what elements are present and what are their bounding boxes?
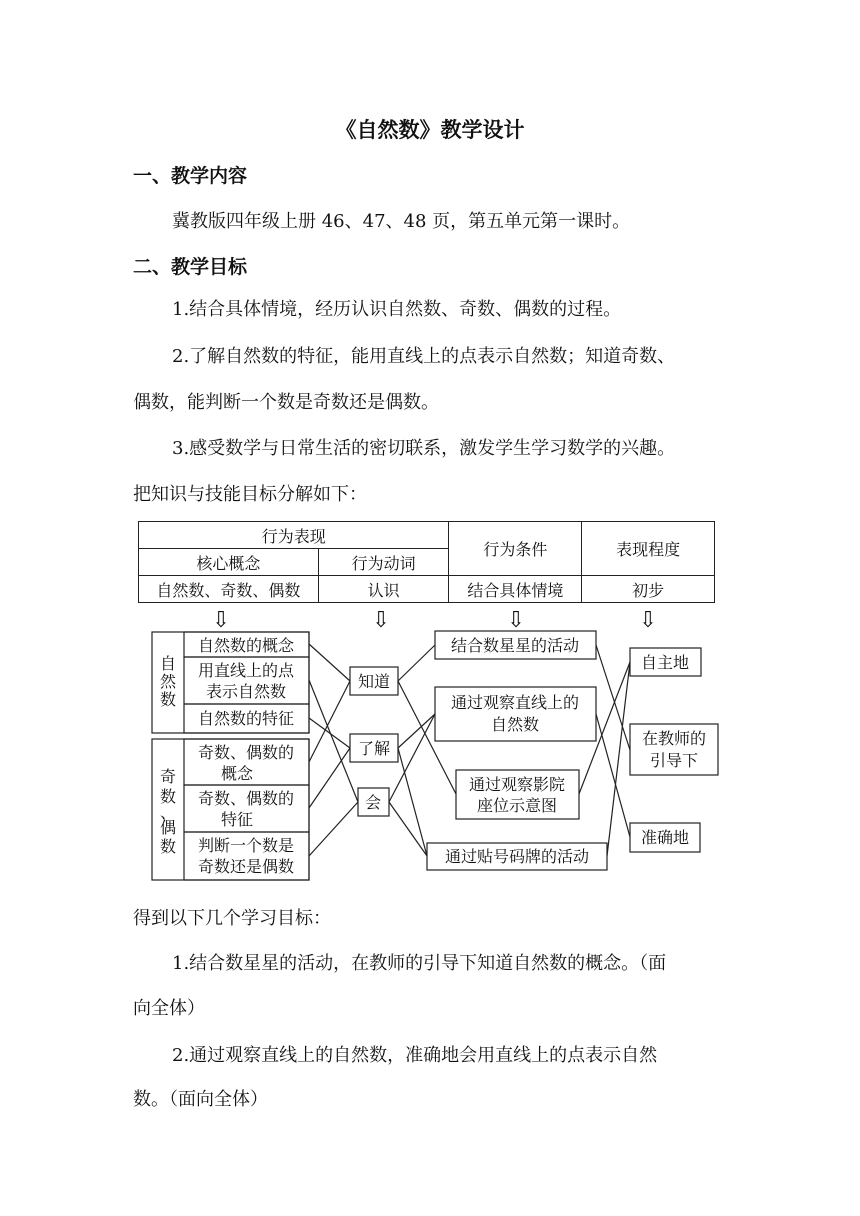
- table-cell: 结合具体情境: [449, 576, 582, 603]
- results-intro: 得到以下几个学习目标：: [133, 908, 331, 929]
- down-arrow-icon: ⇩: [371, 608, 391, 633]
- goal-1: 1.结合具体情境，经历认识自然数、奇数、偶数的过程。: [172, 299, 622, 320]
- group-label-odd-even: 偶: [159, 818, 177, 837]
- behavior-verb-header: 行为动词: [318, 549, 449, 576]
- result-2-line2: 数。（面向全体）: [133, 1089, 268, 1110]
- verb-can: 会: [364, 793, 382, 812]
- section-heading-goals: 二、教学目标: [133, 256, 248, 278]
- section-heading-content: 一、教学内容: [133, 165, 248, 187]
- down-arrow-icon: ⇩: [211, 608, 231, 633]
- degree-accurately: 准确地: [640, 828, 690, 847]
- concept-point-on-line: 用直线上的点: [197, 661, 295, 680]
- goal-2-line1: 2.了解自然数的特征，能用直线上的点表示自然数；知道奇数、: [172, 346, 676, 367]
- condition-count-stars: 结合数星星的活动: [450, 636, 580, 655]
- concept-odd-even-feature: 特征: [220, 810, 254, 829]
- goal-2-line2: 偶数，能判断一个数是奇数还是偶数。: [133, 392, 439, 413]
- table-cell: 认识: [318, 576, 449, 603]
- page-title: 《自然数》教学设计: [335, 118, 525, 142]
- verb-understand: 了解: [357, 739, 391, 758]
- table-cell: 初步: [582, 576, 715, 603]
- result-2-line1: 2.通过观察直线上的自然数，准确地会用直线上的点表示自然: [172, 1045, 658, 1066]
- concept-judge-odd-even: 奇数还是偶数: [197, 857, 295, 876]
- group-label-natural: 自: [159, 654, 177, 673]
- group-label-natural: 然: [159, 672, 177, 691]
- degree-teacher-guided: 引导下: [649, 751, 699, 770]
- core-concept-header: 核心概念: [139, 549, 319, 576]
- group-label-odd-even: 、: [159, 803, 177, 822]
- concept-natural-number-concept: 自然数的概念: [197, 636, 295, 655]
- condition-header: 行为条件: [449, 522, 582, 576]
- concept-point-on-line: 表示自然数: [205, 682, 287, 701]
- group-label-odd-even: 数: [159, 787, 177, 806]
- degree-independently: 自主地: [640, 653, 690, 672]
- concept-odd-even-concept: 奇数、偶数的: [197, 743, 295, 762]
- verb-know: 知道: [357, 672, 391, 691]
- condition-observe-line: 自然数: [490, 715, 540, 734]
- result-1-line1: 1.结合数星星的活动，在教师的引导下知道自然数的概念。（面: [172, 953, 667, 974]
- group-label-odd-even: 数: [159, 837, 177, 856]
- condition-cinema-seats: 座位示意图: [476, 796, 558, 815]
- concept-natural-number-feature: 自然数的特征: [197, 709, 295, 728]
- group-label-natural: 数: [159, 690, 177, 709]
- content-text: 冀教版四年级上册 46、47、48 页，第五单元第一课时。: [172, 211, 631, 232]
- behavior-header: 行为表现: [139, 522, 449, 549]
- degree-teacher-guided: 在教师的: [641, 729, 707, 748]
- group-label-odd-even: 奇: [159, 767, 177, 786]
- degree-header: 表现程度: [582, 522, 715, 576]
- condition-cinema-seats: 通过观察影院: [468, 775, 566, 794]
- concept-judge-odd-even: 判断一个数是: [197, 836, 295, 855]
- concept-odd-even-concept: 概念: [220, 764, 254, 783]
- condition-number-tags: 通过贴号码牌的活动: [444, 847, 590, 866]
- goal-3: 3.感受数学与日常生活的密切联系，激发学生学习数学的兴趣。: [172, 438, 676, 459]
- decompose-intro: 把知识与技能目标分解如下：: [133, 484, 367, 505]
- result-1-line2: 向全体）: [133, 998, 205, 1019]
- down-arrow-icon: ⇩: [506, 608, 526, 633]
- concept-odd-even-feature: 奇数、偶数的: [197, 789, 295, 808]
- table-cell: 自然数、奇数、偶数: [139, 576, 319, 603]
- condition-observe-line: 通过观察直线上的: [450, 693, 580, 712]
- down-arrow-icon: ⇩: [638, 608, 658, 633]
